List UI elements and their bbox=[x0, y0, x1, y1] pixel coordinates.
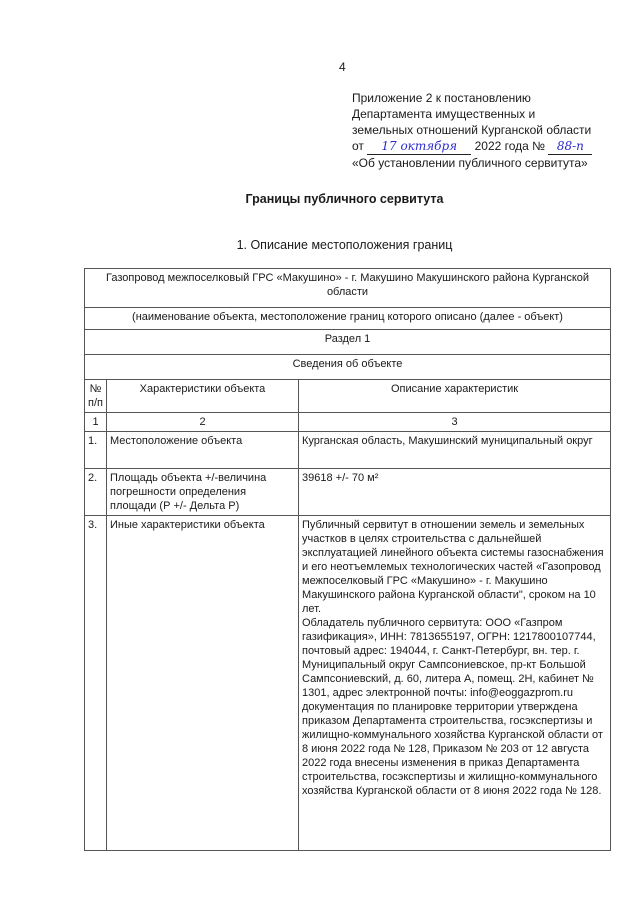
column-index-3: 3 bbox=[299, 413, 611, 432]
section-heading: 1. Описание местоположения границ bbox=[236, 238, 453, 252]
row-num: 1. bbox=[85, 432, 107, 469]
table-row bbox=[85, 516, 611, 851]
object-name-caption: (наименование объекта, местоположение границ которого описано (далее - объект) bbox=[85, 308, 611, 330]
column-index-2: 2 bbox=[107, 413, 299, 432]
section-title-row bbox=[85, 355, 611, 380]
row-description: Курганская область, Макушинский муниципальный округ bbox=[299, 432, 611, 469]
row-characteristic: Местоположение объекта bbox=[107, 432, 299, 469]
row-num: 2. bbox=[85, 469, 107, 516]
section-label-row bbox=[85, 330, 611, 355]
appendix-line-4 bbox=[352, 138, 632, 155]
servitude-table bbox=[84, 268, 611, 851]
header-description: Описание характеристик bbox=[299, 380, 611, 413]
section-label: Раздел 1 bbox=[85, 330, 611, 355]
handwritten-number: 88-п bbox=[548, 138, 592, 155]
appendix-year-label: 2022 года № bbox=[474, 139, 546, 153]
appendix-line-5: «Об установлении публичного сервитута» bbox=[352, 156, 588, 170]
column-index-1: 1 bbox=[85, 413, 107, 432]
object-name-row bbox=[85, 269, 611, 308]
row-characteristic: Площадь объекта +/-величина погрешности определения площади (Р +/- Дельта Р) bbox=[107, 469, 299, 516]
row-description: 39618 +/- 70 м² bbox=[299, 469, 611, 516]
column-index-row bbox=[85, 413, 611, 432]
document-title: Границы публичного сервитута bbox=[245, 192, 444, 206]
appendix-line-2: Департамента имущественных и bbox=[352, 107, 536, 121]
appendix-header bbox=[352, 90, 632, 171]
object-caption-row bbox=[85, 308, 611, 330]
table-header-row bbox=[85, 380, 611, 413]
appendix-line-3: земельных отношений Курганской области bbox=[352, 123, 592, 137]
header-characteristics: Характеристики объекта bbox=[107, 380, 299, 413]
page-number: 4 bbox=[339, 60, 346, 74]
appendix-line-1: Приложение 2 к постановлению bbox=[352, 91, 531, 105]
table-row bbox=[85, 469, 611, 516]
header-num: № п/п bbox=[85, 380, 107, 413]
handwritten-date: 17 октября bbox=[367, 138, 471, 155]
row-characteristic: Иные характеристики объекта bbox=[107, 516, 299, 851]
object-name: Газопровод межпоселковый ГРС «Макушино» - г. Макушино Макушинского района Курганской области bbox=[85, 269, 611, 308]
appendix-from-label: от bbox=[352, 139, 364, 153]
row-num: 3. bbox=[85, 516, 107, 851]
table-row bbox=[85, 432, 611, 469]
row-description: Публичный сервитут в отношении земель и земельных участков в целях строительства с дальнейшей эксплуатацией линейного объекта системы газоснабжения и его неотъемлемых технологических частей «Газопровод межпоселковый ГРС «Макушино» - г. Макушино Макушинского района Курганской области", сроком на 10 лет. Обладатель публичного сервитута: ООО «Газпром газификация», ИНН: 7813655197, ОГРН: 1217800107744, почтовый адрес: 194044, г. Санкт-Петербург, вн. тер. г. Муниципальный округ Сампсониевское, пр-кт Большой Сампсониевский, д. 60, литера А, помещ. 2Н, кабинет № 1301, адрес электронной почты: info@eoggazprom.ru документация по планировке территории утверждена приказом Департамента строительства, госэкспертизы и жилищно-коммунального хозяйства Курганской области от 8 июня 2022 года № 128, Приказом № 203 от 12 августа 2022 года внесены изменения в приказ Департамента строительства, госэкспертизы и жилищно-коммунального хозяйства Курганской области от 8 июня 2022 года № 128. bbox=[299, 516, 611, 851]
section-title: Сведения об объекте bbox=[85, 355, 611, 380]
